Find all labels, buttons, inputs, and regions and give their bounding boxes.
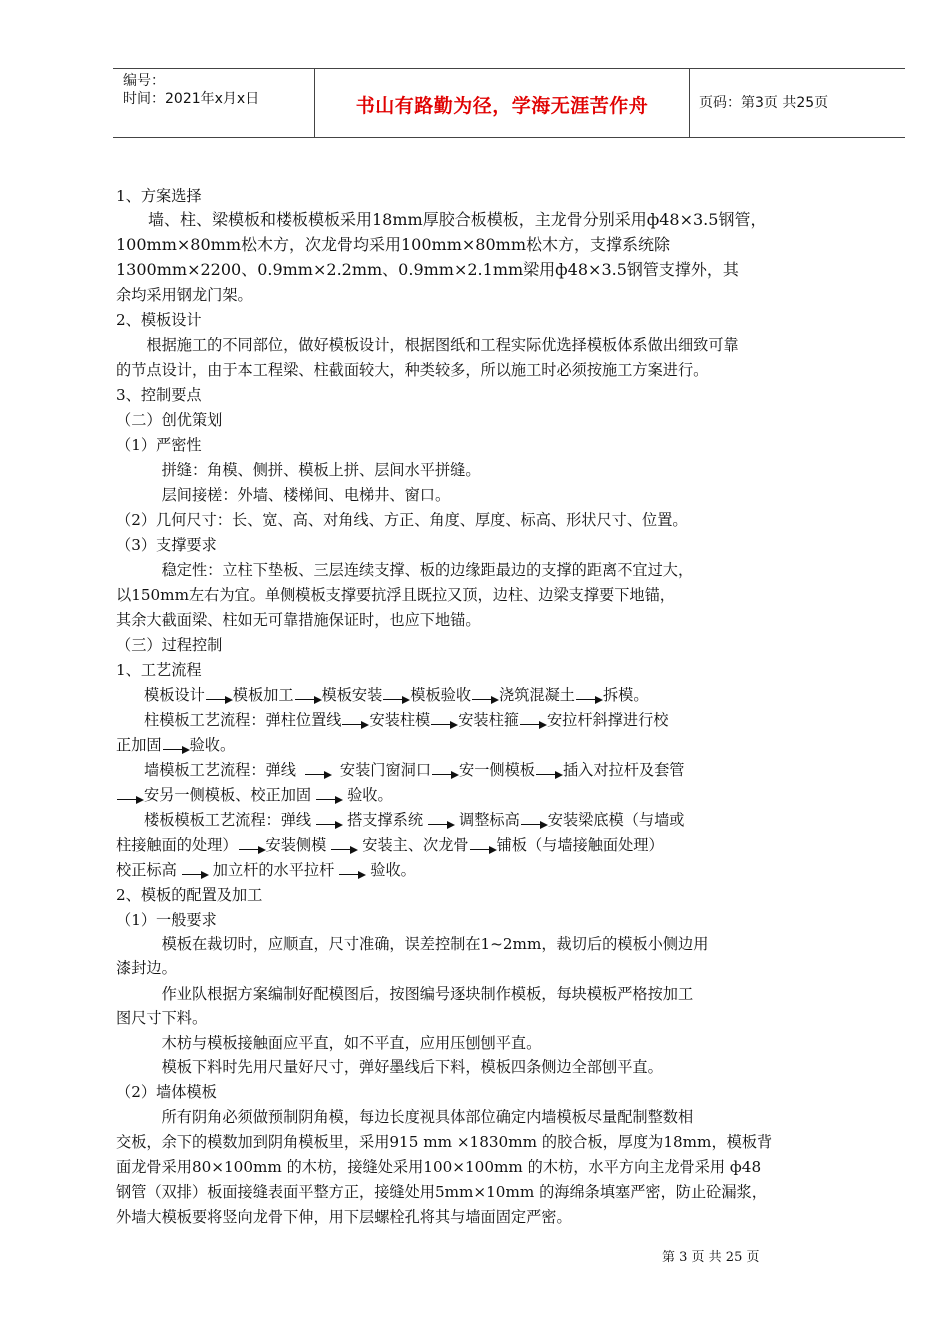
paragraph-line: 的节点设计，由于本工程梁、柱截面较大，种类较多，所以施工时必须按施工方案进行。 xyxy=(116,361,709,379)
arrow-right-icon xyxy=(315,786,343,800)
flow-step: 搭支撑系统 xyxy=(347,811,423,829)
header-motto-cell xyxy=(315,69,690,137)
flow-step: 模板设计 xyxy=(144,686,205,704)
arrow-right-icon xyxy=(181,861,209,875)
arrow-right-icon xyxy=(162,736,190,750)
arrow-right-icon xyxy=(341,711,369,725)
flow-step: 弹线 xyxy=(280,811,312,829)
subheading: （1）严密性 xyxy=(116,436,202,454)
flow-step: 模板安装 xyxy=(321,686,383,704)
paragraph-line: 图尺寸下料。 xyxy=(116,1009,208,1027)
paragraph-line: 层间接槎：外墙、楼梯间、电梯井、窗口。 xyxy=(116,486,451,504)
heading: 1、方案选择 xyxy=(116,187,202,205)
arrow-right-icon xyxy=(294,686,322,700)
flow-step: 模板验收 xyxy=(410,686,471,704)
flow-step: 安装梁底模（与墙或 xyxy=(547,811,685,829)
paragraph-line: 交板，余下的模数加到阴角模板里，采用915 mm ×1830mm 的胶合板，厚度为18mm，模板背 xyxy=(116,1133,773,1151)
paragraph-line: 1300mm×2200、0.9mm×2.2mm、0.9mm×2.1mm梁用ф48×3.5钢管支撑外，其 xyxy=(116,260,739,279)
flow-step: 验收。 xyxy=(370,861,416,879)
paragraph-line: 稳定性：立柱下垫板、三层连续支撑、板的边缘距最边的支撑的距离不宜过大， xyxy=(116,561,694,579)
heading: 1、工艺流程 xyxy=(116,661,202,679)
paragraph-line: 模板在裁切时，应顺直，尺寸准确，误差控制在1~2mm，裁切后的模板小侧边用 xyxy=(116,935,709,953)
flow-step: 柱接触面的处理） xyxy=(116,836,238,854)
subheading: （二）创优策划 xyxy=(116,411,223,429)
subheading: （3）支撑要求 xyxy=(116,536,217,554)
flow-step: 安装主、次龙骨 xyxy=(362,836,469,854)
motto-text: 书山有路勤为径，学海无涯苦作舟 xyxy=(355,95,649,117)
paragraph-line: 模板下料时先用尺量好尺寸，弹好墨线后下料，模板四条侧边全部刨平直。 xyxy=(116,1058,663,1076)
flow-step: 安另一侧模板、校正加固 xyxy=(144,786,312,804)
arrow-right-icon xyxy=(471,686,499,700)
flow-label: 墙模板工艺流程： xyxy=(144,761,266,779)
paragraph-line: 外墙大模板要将竖向龙骨下伸，用下层螺栓孔将其与墙面固定严密。 xyxy=(116,1208,572,1226)
paragraph-line: 钢管（双排）板面接缝表面平整方正，接缝处用5mm×10mm 的海绵条填塞严密，防止砼漏浆， xyxy=(116,1183,767,1201)
arrow-right-icon xyxy=(382,686,410,700)
wall-flow-line xyxy=(144,758,684,782)
paragraph-line: 以150mm左右为宜。单侧模板支撑要抗浮且既拉又顶，边柱、边梁支撑要下地锚， xyxy=(116,586,675,604)
page-header xyxy=(113,68,905,138)
flow-step: 加立杆的水平拉杆 xyxy=(212,861,335,879)
time-label: 时间：2021年x月x日 xyxy=(123,91,260,107)
arrow-right-icon xyxy=(427,811,455,825)
flow-step: 安拉杆斜撑进行校 xyxy=(546,711,669,729)
slab-flow-line xyxy=(144,808,684,832)
flow-step: 弹柱位置线 xyxy=(265,711,342,729)
paragraph-line: 所有阴角必须做预制阴角模，每边长度视具体部位确定内墙模板尽量配制整数相 xyxy=(116,1108,694,1126)
slab-flow-line xyxy=(116,833,664,857)
subheading: （1）一般要求 xyxy=(116,911,217,929)
arrow-right-icon xyxy=(430,711,458,725)
flow-step: 安一侧模板 xyxy=(459,761,535,779)
arrow-right-icon xyxy=(519,711,547,725)
heading: 3、控制要点 xyxy=(116,386,202,404)
flow-label: 柱模板工艺流程： xyxy=(144,711,266,729)
arrow-right-icon xyxy=(315,811,343,825)
paragraph-line: 拼缝：角模、侧拼、模板上拼、层间水平拼缝。 xyxy=(116,461,481,479)
flow-step: 正加固 xyxy=(116,736,162,754)
paragraph-line: 100mm×80mm松木方，次龙骨均采用100mm×80mm松木方，支撑系统除 xyxy=(116,235,670,254)
flow-step: 验收。 xyxy=(189,736,236,754)
arrow-right-icon xyxy=(469,836,497,850)
process-flow xyxy=(144,683,649,707)
wall-flow-line xyxy=(116,783,393,807)
arrow-right-icon xyxy=(205,686,233,700)
paragraph-line: 漆封边。 xyxy=(116,959,177,977)
page-label: 页码：第3页 共25页 xyxy=(699,95,829,111)
flow-step: 浇筑混凝土 xyxy=(499,686,575,704)
slab-flow-line xyxy=(116,858,416,882)
arrow-right-icon xyxy=(330,836,358,850)
paragraph-line: （2）几何尺寸：长、宽、高、对角线、方正、角度、厚度、标高、形状尺寸、位置。 xyxy=(116,511,688,529)
header-page-cell xyxy=(690,69,905,137)
flow-step: 安装侧模 xyxy=(265,836,327,854)
flow-step: 模板加工 xyxy=(232,686,294,704)
arrow-right-icon xyxy=(338,861,366,875)
arrow-right-icon xyxy=(431,761,459,775)
paragraph-line: 根据施工的不同部位，做好模板设计，根据图纸和工程实际优选择模板体系做出细致可靠 xyxy=(116,336,739,354)
heading: 2、模板的配置及加工 xyxy=(116,886,263,904)
paragraph-line: 余均采用钢龙门架。 xyxy=(116,286,253,304)
flow-step: 校正标高 xyxy=(116,861,177,879)
flow-step: 安装门窗洞口 xyxy=(339,761,431,779)
arrow-right-icon xyxy=(238,836,266,850)
paragraph-line: 作业队根据方案编制好配模图后，按图编号逐块制作模板，每块模板严格按加工 xyxy=(116,985,694,1003)
header-meta-cell xyxy=(113,69,315,137)
arrow-right-icon xyxy=(535,761,563,775)
number-label: 编号： xyxy=(123,73,165,89)
column-flow-line xyxy=(144,708,668,732)
flow-step: 铺板（与墙接触面处理） xyxy=(496,836,664,854)
arrow-right-icon xyxy=(575,686,603,700)
flow-step: 验收。 xyxy=(347,786,393,804)
subheading: （三）过程控制 xyxy=(116,636,223,654)
flow-label: 楼板模板工艺流程： xyxy=(144,811,281,829)
flow-step: 拆模。 xyxy=(602,686,649,704)
paragraph-line: 其余大截面梁、柱如无可靠措施保证时，也应下地锚。 xyxy=(116,611,481,629)
flow-step: 插入对拉杆及套管 xyxy=(562,761,685,779)
paragraph-line: 面龙骨采用80×100mm 的木枋，接缝处采用100×100mm 的木枋，水平方向主龙骨采用 ф48 xyxy=(116,1158,762,1176)
arrow-right-icon xyxy=(116,786,144,800)
arrow-right-icon xyxy=(520,811,548,825)
paragraph-line: 墙、柱、梁模板和楼板模板采用18mm厚胶合板模板，主龙骨分别采用ф48×3.5钢管， xyxy=(116,210,767,229)
flow-step: 安装柱模 xyxy=(369,711,431,729)
arrow-right-icon xyxy=(304,761,332,775)
flow-step: 弹线 xyxy=(265,761,296,779)
flow-step: 调整标高 xyxy=(459,811,520,829)
page-footer: 第 3 页 共 25 页 xyxy=(662,1250,760,1265)
heading: 2、模板设计 xyxy=(116,311,202,329)
column-flow-line xyxy=(116,733,235,757)
paragraph-line: 木枋与模板接触面应平直，如不平直，应用压刨刨平直。 xyxy=(116,1034,542,1052)
subheading: （2）墙体模板 xyxy=(116,1083,217,1101)
flow-step: 安装柱箍 xyxy=(458,711,519,729)
